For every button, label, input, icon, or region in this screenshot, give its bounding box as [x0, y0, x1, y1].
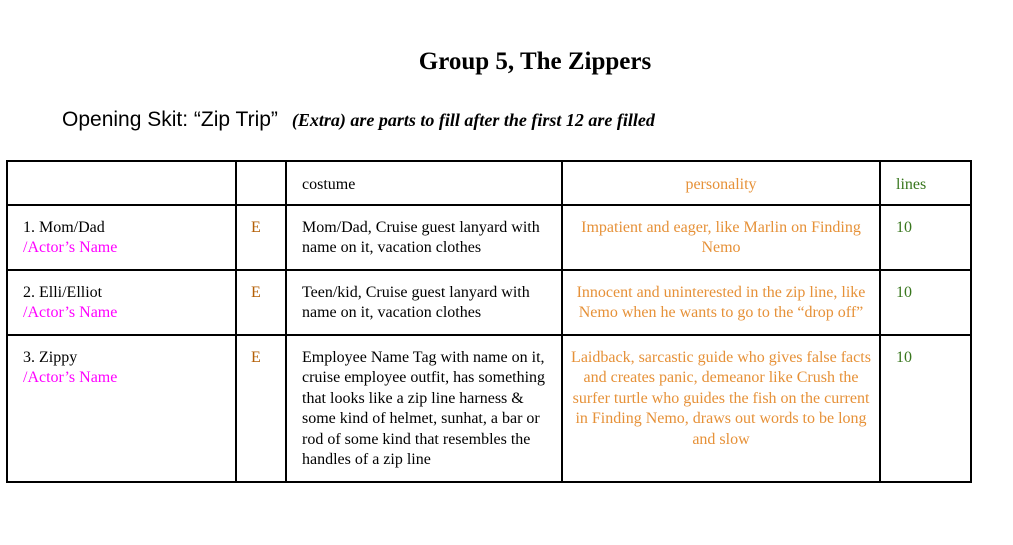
lines-cell: 10: [880, 270, 971, 335]
costume-cell: Mom/Dad, Cruise guest lanyard with name on it, vacation clothes: [286, 205, 562, 270]
table-row: [7, 335, 971, 482]
role-name: 3. Zippy: [23, 348, 78, 366]
personality-cell: Laidback, sarcastic guide who gives false facts and creates panic, demeanor like Crush the surfer turtle who guides the fish on the current in Finding Nemo, draws out words to be long and slow: [562, 335, 880, 482]
extra-note: (Extra) are parts to fill after the first 12 are filled: [291, 110, 655, 130]
lines-cell: 10: [880, 335, 971, 482]
role-cell: [7, 335, 236, 482]
actor-name: /Actor’s Name: [23, 304, 118, 321]
e-marker: E: [236, 270, 286, 335]
table-row: [7, 205, 971, 270]
page-title: Group 5, The Zippers: [418, 48, 652, 75]
header-role: [7, 161, 236, 205]
lines-cell: 10: [880, 205, 971, 270]
role-name: 1. Mom/Dad: [23, 218, 105, 236]
skit-label: Opening Skit: “Zip Trip”: [62, 108, 278, 131]
header-personality: personality: [562, 161, 880, 205]
e-marker: E: [236, 205, 286, 270]
actor-name: /Actor’s Name: [23, 239, 118, 256]
roles-table: [6, 160, 972, 483]
role-cell: [7, 270, 236, 335]
role-cell: [7, 205, 236, 270]
header-lines: lines: [880, 161, 971, 205]
header-e: [236, 161, 286, 205]
table-row: [7, 270, 971, 335]
costume-cell: Teen/kid, Cruise guest lanyard with name on it, vacation clothes: [286, 270, 562, 335]
actor-name: /Actor’s Name: [23, 369, 118, 386]
skit-heading: [62, 108, 655, 132]
personality-cell: Impatient and eager, like Marlin on Finding Nemo: [562, 205, 880, 270]
personality-cell: Innocent and uninterested in the zip line, like Nemo when he wants to go to the “drop off”: [562, 270, 880, 335]
header-costume: costume: [286, 161, 562, 205]
e-marker: E: [236, 335, 286, 482]
table-header-row: [7, 161, 971, 205]
role-name: 2. Elli/Elliot: [23, 283, 103, 301]
costume-cell: Employee Name Tag with name on it, cruise employee outfit, has something that looks like a zip line harness & some kind of helmet, sunhat, a bar or rod of some kind that resembles the handles of a zip line: [286, 335, 562, 482]
